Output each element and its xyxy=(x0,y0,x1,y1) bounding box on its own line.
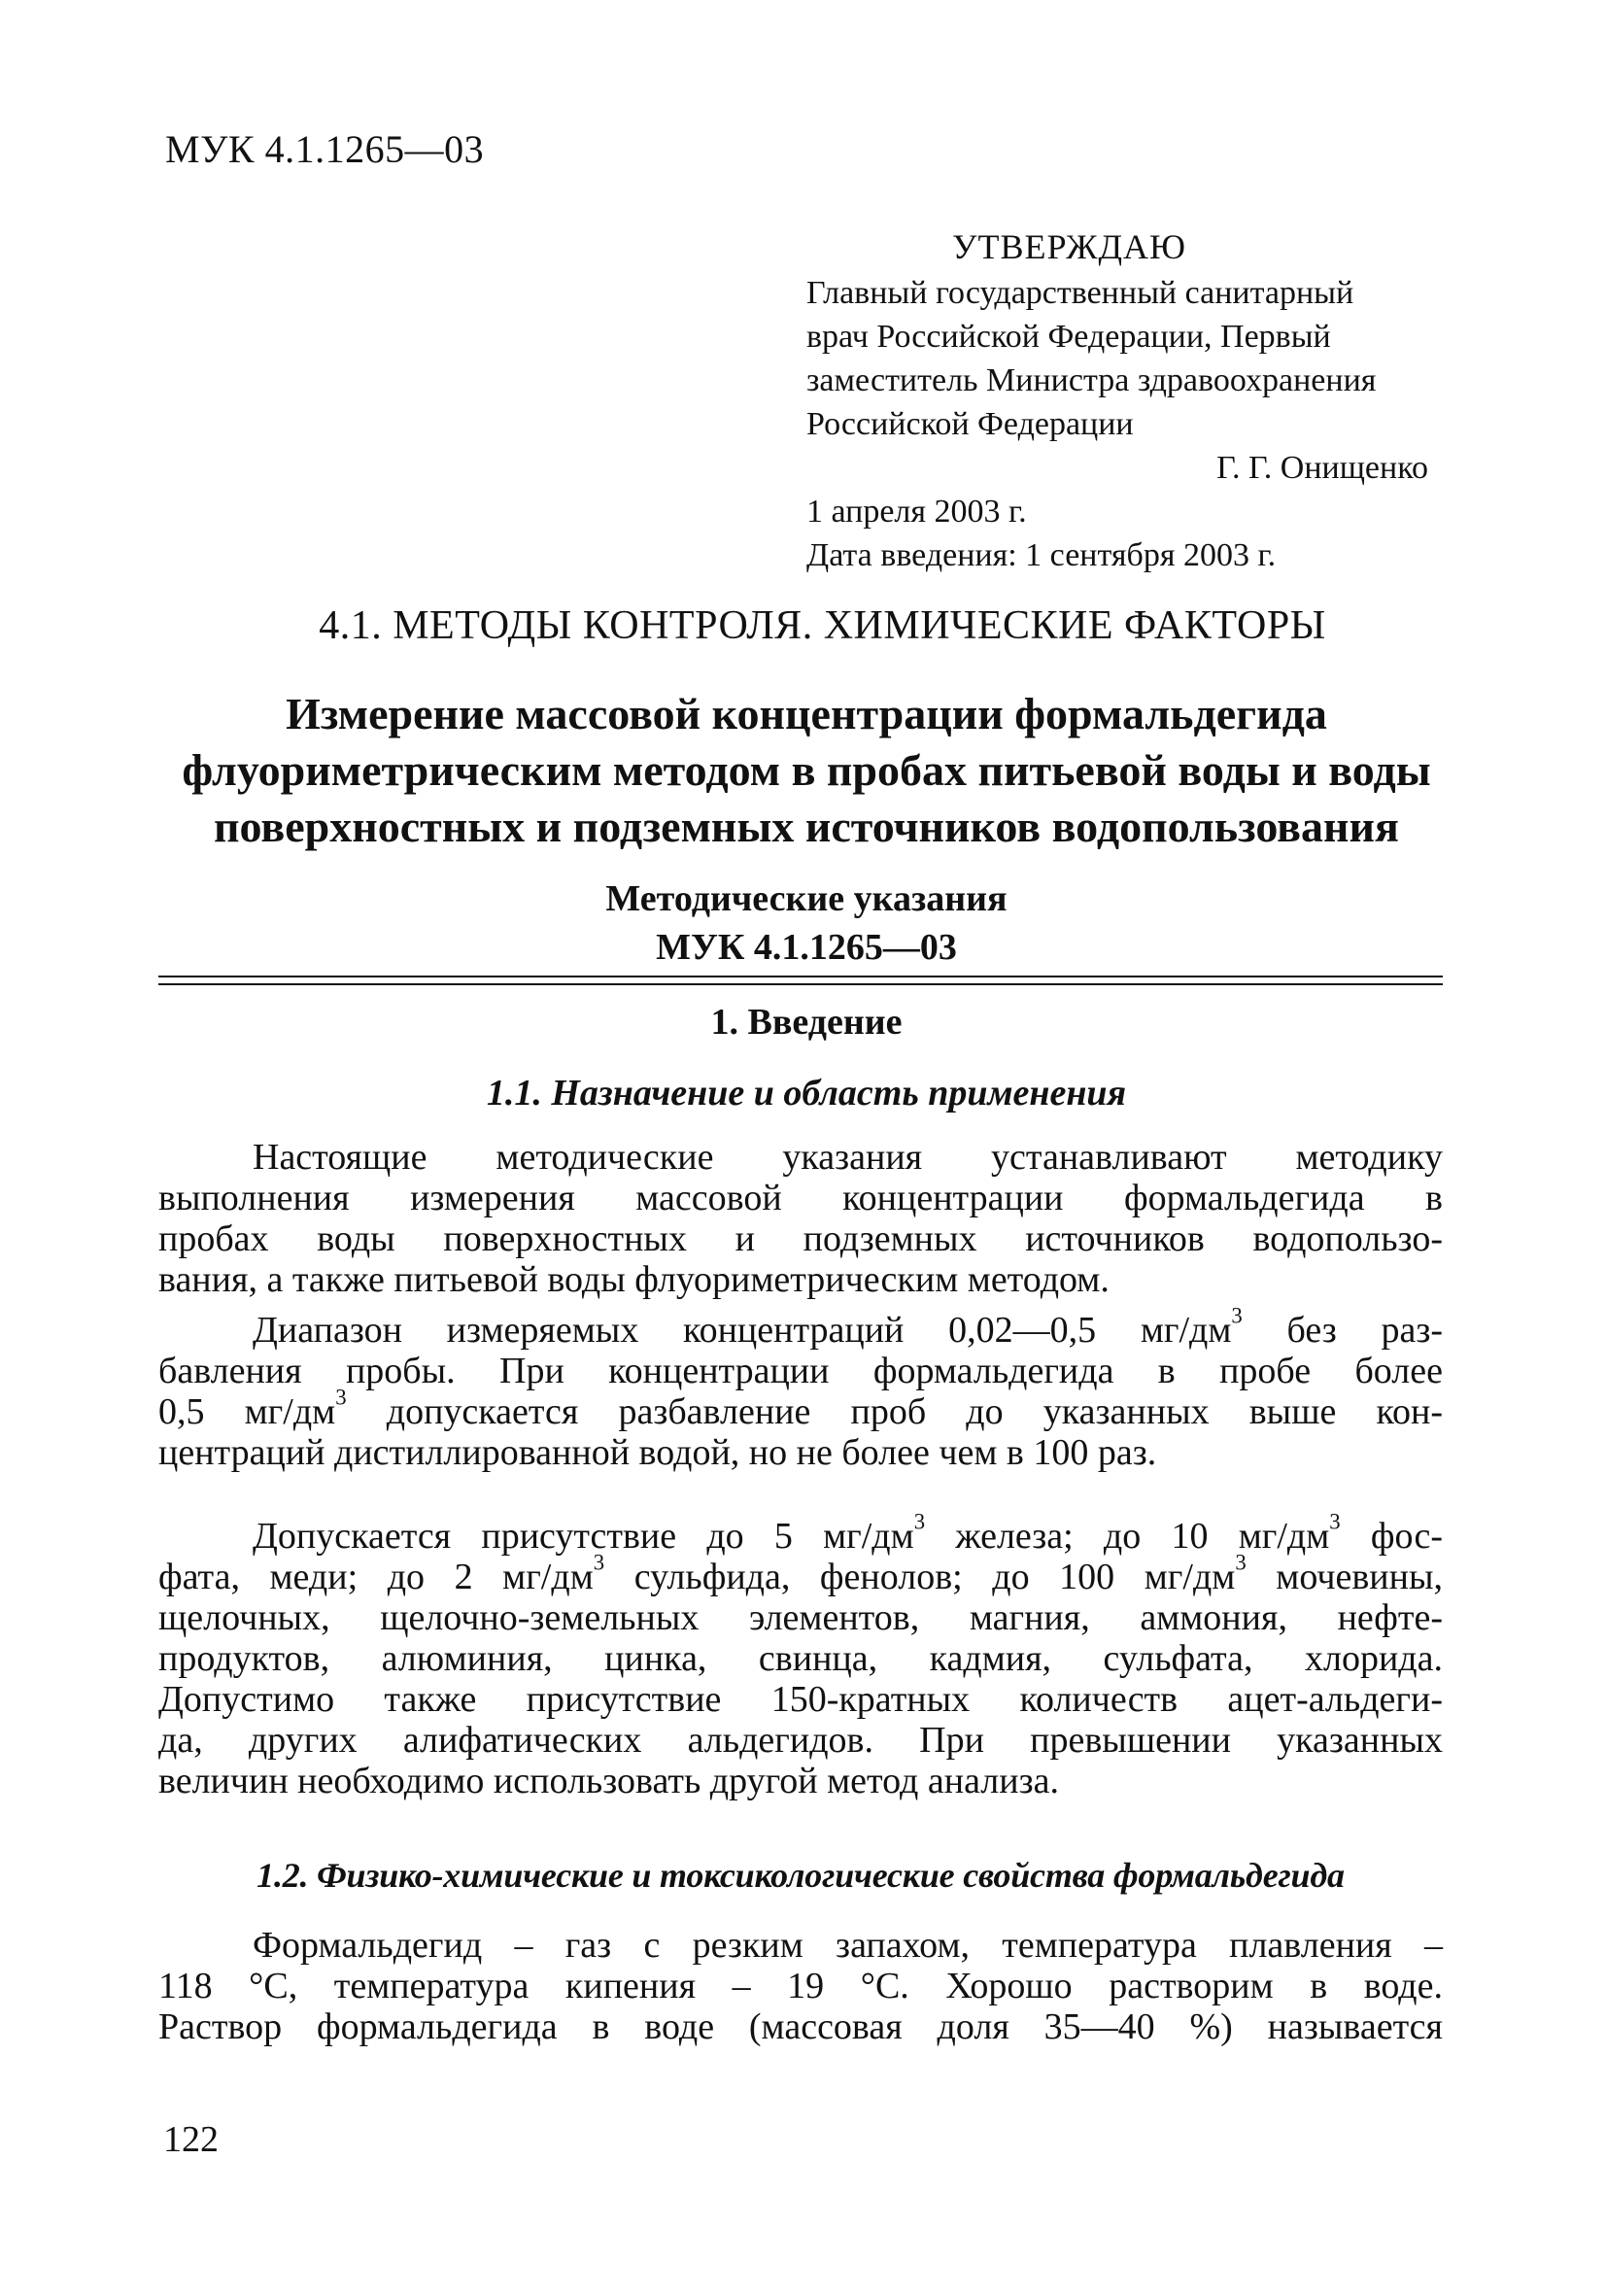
text-line: щелочных, щелочно-земельных элементов, магния, аммония, нефте- xyxy=(158,1597,1443,1638)
text-line: бавления пробы. При концентрации формальдегида в пробе более xyxy=(158,1351,1443,1391)
text-line: величин необходимо использовать другой метод анализа. xyxy=(158,1761,1059,1801)
text-line: Допускается присутствие до 5 $мг/дм^3$ железа; до 10 $мг/дм^3$ фос- xyxy=(253,1509,1443,1557)
approval-line: врач Российской Федерации, Первый xyxy=(806,319,1331,355)
text-line: выполнения измерения массовой концентрации формальдегида в xyxy=(158,1178,1443,1218)
text-line: Допустимо также присутствие 150-кратных количеств ацет-альдеги- xyxy=(158,1679,1443,1720)
title-line: флуориметрическим методом в пробах питьевой воды и воды xyxy=(182,745,1431,795)
text-line: Раствор формальдегида в воде (массовая доля 35—40 %) называется xyxy=(158,2006,1443,2047)
text-line: пробах воды поверхностных и подземных источников водопользо- xyxy=(158,1218,1443,1259)
section-heading: 1. Введение xyxy=(710,1002,903,1043)
text-line: продуктов, алюминия, цинка, свинца, кадмия, сульфата, хлорида. xyxy=(158,1638,1443,1679)
title-line: поверхностных и подземных источников водопользования xyxy=(214,802,1399,851)
approval-line: Главный государственный санитарный xyxy=(806,275,1354,311)
section-caption: 4.1. МЕТОДЫ КОНТРОЛЯ. ХИМИЧЕСКИЕ ФАКТОРЫ xyxy=(319,603,1326,648)
text-line: 118 °С, температура кипения – 19 °С. Хорошо растворим в воде. xyxy=(158,1966,1443,2006)
text-line: да, других алифатических альдегидов. При превышении указанных xyxy=(158,1720,1443,1761)
text-line: центраций дистиллированной водой, но не более чем в 100 раз. xyxy=(158,1432,1157,1473)
document-subtitle xyxy=(155,874,1457,972)
subsection-heading: 1.2. Физико-химические и токсикологические свойства формальдегида xyxy=(256,1856,1345,1895)
approval-block xyxy=(806,225,1438,577)
approval-heading: УТВЕРЖДАЮ xyxy=(952,227,1187,266)
paragraph xyxy=(158,1303,1443,1473)
approval-date: 1 апреля 2003 г. xyxy=(806,494,1027,530)
approval-effective-date: Дата введения: 1 сентября 2003 г. xyxy=(806,537,1277,573)
approval-line: заместитель Министра здравоохранения xyxy=(806,362,1377,398)
paragraph xyxy=(158,1509,1443,1801)
text-line: 0,5 $мг/дм^3$ допускается разбавление проб до указанных выше кон- xyxy=(158,1385,1443,1432)
page-number: 122 xyxy=(163,2119,219,2160)
subtitle-code: МУК 4.1.1265—03 xyxy=(656,927,957,968)
text-line: вания, а также питьевой воды флуориметрическим методом. xyxy=(158,1259,1110,1300)
text-line: фата, меди; до 2 $мг/дм^3$ сульфида, фенолов; до 100 $мг/дм^3$ мочевины, xyxy=(158,1550,1443,1597)
subtitle-type: Методические указания xyxy=(605,878,1008,919)
paragraph xyxy=(158,1925,1443,2047)
approval-line: Российской Федерации xyxy=(806,406,1134,442)
divider-line xyxy=(158,983,1443,985)
text-line: Диапазон измеряемых концентраций 0,02—0,5 $мг/дм^3$ без раз- xyxy=(253,1303,1443,1351)
text-line: Настоящие методические указания устанавливают методику xyxy=(253,1137,1443,1178)
document-code: МУК 4.1.1265—03 xyxy=(165,127,485,171)
paragraph xyxy=(158,1137,1443,1300)
subsection-heading: 1.1. Назначение и область применения xyxy=(486,1073,1127,1114)
title-line: Измерение массовой концентрации формальдегида xyxy=(286,689,1327,738)
document-title xyxy=(155,686,1457,855)
text-line: Формальдегид – газ с резким запахом, температура плавления – xyxy=(253,1925,1443,1966)
divider-line xyxy=(158,976,1443,977)
approval-signer: Г. Г. Онищенко xyxy=(1216,450,1428,486)
